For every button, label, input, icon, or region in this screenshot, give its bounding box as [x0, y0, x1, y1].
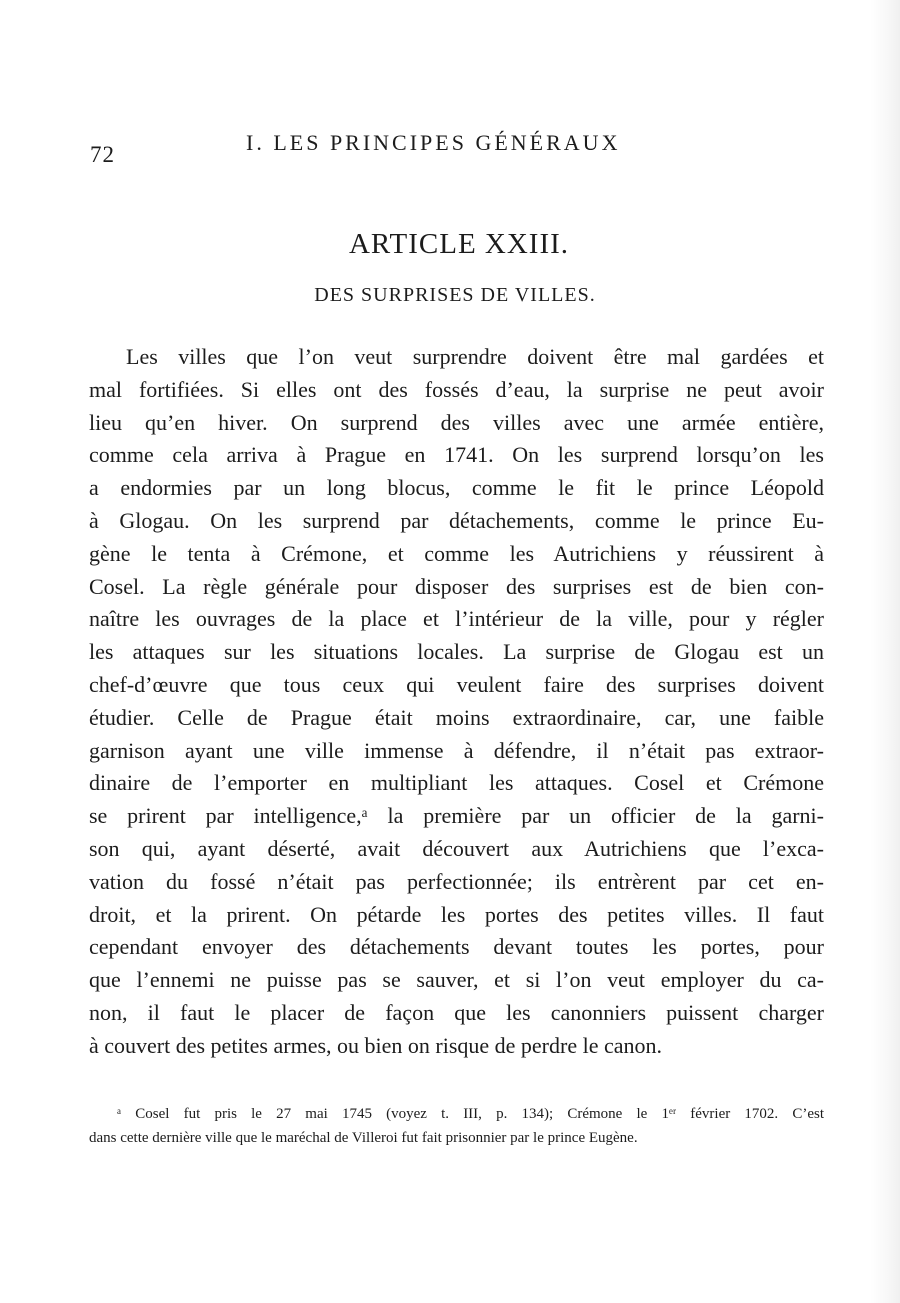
body-line: son qui, ayant déserté, avait découvert aux Autrichiens que l’exca- [89, 835, 824, 861]
body-line: chef-d’œuvre que tous ceux qui veulent faire des surprises doivent [89, 671, 824, 697]
body-line: vation du fossé n’était pas perfectionnée; ils entrèrent par cet en- [89, 868, 824, 894]
footnote-line: ᵃ Cosel fut pris le 27 mai 1745 (voyez t. III, p. 134); Crémone le 1ᵉʳ février 1702. C’est [117, 1106, 824, 1122]
body-line: mal fortifiées. Si elles ont des fossés d’eau, la surprise ne peut avoir [89, 376, 824, 402]
article-subtitle: DES SURPRISES DE VILLES. [314, 284, 596, 306]
body-line: gène le tenta à Crémone, et comme les Autrichiens y réussirent à [89, 540, 824, 566]
body-line: à Glogau. On les surprend par détachements, comme le prince Eu- [89, 507, 824, 533]
scan-shadow-edge [870, 0, 900, 1303]
footnote [89, 1102, 824, 1150]
body-line: lieu qu’en hiver. On surprend des villes avec une armée entière, [89, 409, 824, 435]
body-line: à couvert des petites armes, ou bien on risque de perdre le canon. [89, 1032, 663, 1058]
body-line: non, il faut le placer de façon que les canonniers puissent charger [89, 999, 824, 1025]
body-line: les attaques sur les situations locales. La surprise de Glogau est un [89, 639, 824, 665]
page-number: 72 [90, 142, 115, 167]
running-head: I. LES PRINCIPES GÉNÉRAUX [246, 130, 621, 155]
article-title: ARTICLE XXIII. [348, 228, 570, 260]
body-line: comme cela arriva à Prague en 1741. On les surprend lorsqu’on les [89, 442, 824, 468]
body-line: se prirent par intelligence,ᵃ la première par un officier de la garni- [89, 803, 824, 829]
body-line: garnison ayant une ville immense à défendre, il n’était pas extraor- [89, 737, 824, 763]
body-line: Les villes que l’on veut surprendre doivent être mal gardées et [126, 344, 824, 369]
article-body [89, 341, 824, 1063]
body-line: droit, et la prirent. On pétarde les portes des petites villes. Il faut [89, 901, 824, 927]
body-line: a endormies par un long blocus, comme le fit le prince Léopold [89, 475, 824, 501]
body-line: Cosel. La règle générale pour disposer des surprises est de bien con- [89, 573, 824, 599]
footnote-line: dans cette dernière ville que le maréchal de Villeroi fut fait prisonnier par le prince Eugène. [89, 1130, 638, 1146]
body-line: étudier. Celle de Prague était moins extraordinaire, car, une faible [89, 704, 824, 730]
body-line: naître les ouvrages de la place et l’intérieur de la ville, pour y régler [89, 606, 824, 632]
body-line: que l’ennemi ne puisse pas se sauver, et si l’on veut employer du ca- [89, 967, 824, 993]
body-line: dinaire de l’emporter en multipliant les attaques. Cosel et Crémone [89, 770, 824, 796]
body-line: cependant envoyer des détachements devant toutes les portes, pour [89, 934, 824, 960]
